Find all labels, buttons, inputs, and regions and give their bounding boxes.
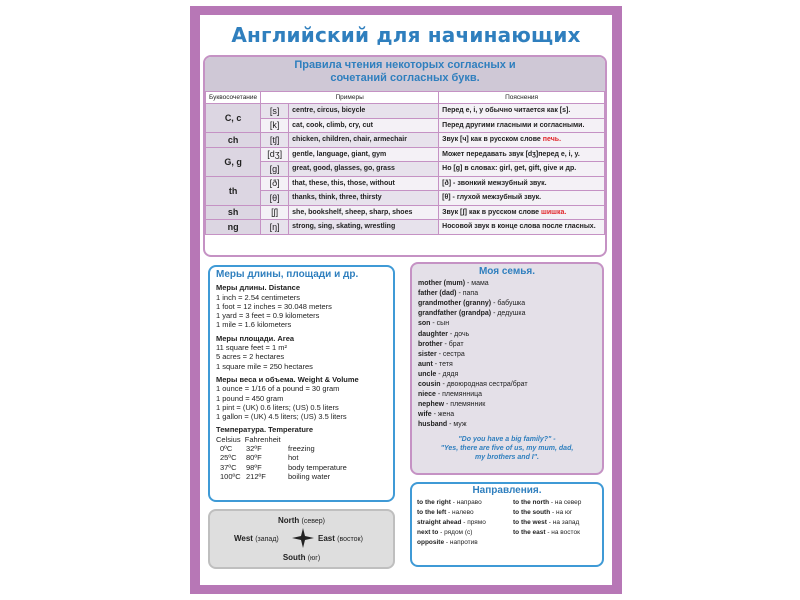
length-heading: Меры длины. Distance — [216, 283, 300, 293]
family-translation: - дядя — [436, 370, 459, 378]
sound-cell: [k] — [261, 118, 289, 133]
column-header-notes: Пояснения — [439, 92, 605, 104]
family-word: husband — [418, 421, 448, 429]
east-label: East — [318, 534, 335, 543]
direction-translation: - рядом (с) — [438, 529, 473, 536]
dialogue-line: "Yes, there are five of us, my mum, dad, — [440, 444, 574, 452]
note-highlight: шишка. — [541, 208, 567, 216]
directions-panel — [410, 482, 604, 567]
sound-cell: [θ] — [261, 191, 289, 206]
direction-translation: - прямо — [461, 519, 486, 526]
table-row — [206, 176, 605, 191]
family-panel — [410, 262, 604, 475]
weight-line: 1 ounce = 1/16 of a pound = 30 gram — [216, 384, 340, 394]
examples-cell: gentle, language, giant, gym — [289, 147, 439, 162]
direction-word: straight ahead — [417, 519, 462, 526]
table-row — [206, 118, 605, 133]
direction-translation: - на север — [549, 499, 582, 506]
celsius-value: 0ºC — [220, 444, 233, 454]
fahrenheit-value: 32ºF — [246, 444, 262, 454]
list-item — [513, 518, 603, 528]
table-row — [206, 205, 605, 220]
family-word: father (dad) — [418, 290, 457, 298]
examples-cell: chicken, children, chair, armechair — [289, 133, 439, 148]
list-item — [417, 528, 513, 538]
family-translation: - племянница — [435, 391, 483, 399]
family-dialogue — [418, 435, 596, 462]
measures-title: Меры длины, площади и др. — [216, 269, 359, 280]
south-translation: (юг) — [307, 555, 321, 562]
examples-cell: strong, sing, skating, wrestling — [289, 220, 439, 235]
family-word: grandmother (granny) — [418, 300, 492, 308]
list-item — [418, 299, 596, 309]
sound-cell: [ð] — [261, 176, 289, 191]
measures-panel — [208, 265, 395, 502]
list-item — [417, 538, 513, 548]
rules-table — [205, 91, 605, 235]
direction-translation: - на восток — [545, 529, 580, 536]
area-line: 5 acres = 2 hectares — [216, 352, 285, 362]
length-line: 1 yard = 3 feet = 0.9 kilometers — [216, 311, 320, 321]
table-row — [206, 133, 605, 148]
note-cell: Но [g] в словах: girl, get, gift, give и др. — [439, 162, 605, 177]
note-highlight: печь. — [542, 136, 562, 144]
family-title: Моя семья. — [478, 266, 536, 277]
sound-cell: [dʒ] — [261, 147, 289, 162]
list-item — [418, 390, 596, 400]
temperature-desc: boiling water — [288, 471, 331, 481]
family-word: grandfather (grandpa) — [418, 310, 492, 318]
note-cell: Может передавать звук [dʒ]перед e, i, y. — [439, 147, 605, 162]
family-translation: - дедушка — [491, 310, 526, 318]
family-word: aunt — [418, 360, 433, 368]
list-item — [418, 340, 596, 350]
family-translation: - двоюродная сестра/брат — [440, 381, 528, 389]
note-cell — [439, 205, 605, 220]
temperature-columns: Celsius Fahrenheit — [216, 434, 281, 444]
sound-cell: [ŋ] — [261, 220, 289, 235]
weight-line: 1 gallon = (UK) 4.5 liters; (US) 3.5 liters — [216, 412, 347, 422]
temperature-desc: body temperature — [288, 462, 347, 472]
length-line: 1 foot = 12 inches = 30.048 meters — [216, 301, 332, 311]
examples-cell: thanks, think, three, thirsty — [289, 191, 439, 206]
length-line: 1 mile = 1.6 kilometers — [216, 320, 292, 330]
family-list — [418, 279, 596, 430]
family-word: uncle — [418, 370, 437, 378]
temperature-heading: Температура. Temperature — [216, 425, 314, 435]
letter-cell: ng — [206, 220, 261, 235]
direction-translation: - направо — [450, 499, 482, 506]
rules-table-header — [206, 92, 605, 104]
celsius-value: 25ºC — [220, 453, 237, 463]
list-item — [418, 289, 596, 299]
note-cell: [θ] - глухой межзубный звук. — [439, 191, 605, 206]
list-item — [513, 508, 603, 518]
column-header-examples: Примеры — [261, 92, 439, 104]
celsius-value: 100ºC — [220, 471, 241, 481]
west-label: West — [234, 534, 253, 543]
note-cell: Перед другими гласными и согласными. — [439, 118, 605, 133]
reading-rules-panel — [203, 55, 607, 257]
family-translation: - папа — [456, 290, 479, 298]
direction-word: next to — [417, 529, 439, 536]
compass-west — [234, 534, 279, 543]
area-line: 1 square mile = 250 hectares — [216, 361, 313, 371]
note-text: Звук [ʃ] как в русском слове — [442, 208, 542, 216]
note-cell: Носовой звук в конце слова после гласных. — [439, 220, 605, 235]
direction-word: to the south — [513, 509, 551, 516]
list-item — [418, 400, 596, 410]
list-item — [418, 420, 596, 430]
compass-north — [210, 516, 393, 525]
list-item — [418, 309, 596, 319]
temperature-table — [220, 444, 387, 481]
list-item — [418, 330, 596, 340]
direction-word: opposite — [417, 539, 445, 546]
family-translation: - сестра — [436, 350, 465, 358]
direction-translation: - на запад — [546, 519, 580, 526]
direction-word: to the right — [417, 499, 451, 506]
family-word: brother — [418, 340, 443, 348]
temperature-desc: freezing — [288, 444, 315, 454]
list-item — [513, 498, 603, 508]
east-translation: (восток) — [337, 536, 363, 543]
family-word: daughter — [418, 330, 448, 338]
direction-word: to the east — [513, 529, 546, 536]
compass-panel — [208, 509, 395, 569]
area-heading: Меры площади. Area — [216, 333, 295, 343]
list-item — [418, 319, 596, 329]
celsius-value: 37ºC — [220, 462, 237, 472]
table-row — [206, 162, 605, 177]
family-word: cousin — [418, 381, 441, 389]
letter-cell: C, c — [206, 104, 261, 133]
north-label: North — [277, 516, 300, 525]
list-item — [418, 370, 596, 380]
letter-cell: sh — [206, 205, 261, 220]
examples-cell: great, good, glasses, go, grass — [289, 162, 439, 177]
family-translation: - племянник — [444, 401, 486, 409]
weight-line: 1 pound = 450 gram — [216, 393, 284, 403]
direction-word: to the left — [417, 509, 447, 516]
area-line: 11 square feet = 1 m² — [216, 343, 287, 353]
table-row — [206, 191, 605, 206]
note-cell: Перед e, i, y обычно читается как [s]. — [439, 104, 605, 119]
list-item — [417, 508, 513, 518]
note-cell — [439, 133, 605, 148]
list-item — [418, 380, 596, 390]
rules-table-body — [206, 104, 605, 235]
direction-translation: - на юг — [550, 509, 573, 516]
poster-frame — [190, 6, 622, 594]
west-translation: (запад) — [255, 536, 279, 543]
letter-cell: G, g — [206, 147, 261, 176]
direction-word: to the north — [513, 499, 550, 506]
table-row — [206, 220, 605, 235]
sound-cell: [ʃ] — [261, 205, 289, 220]
family-translation: - сын — [430, 320, 450, 328]
examples-cell: centre, circus, bicycle — [289, 104, 439, 119]
weight-heading: Меры веса и объема. Weight & Volume — [216, 374, 359, 384]
dialogue-line: "Do you have a big family?" - — [458, 435, 556, 443]
note-text: Звук [ч] как в русском слове — [442, 136, 543, 144]
family-translation: - муж — [447, 421, 467, 429]
family-word: mother (mum) — [418, 280, 466, 288]
length-line: 1 inch = 2.54 centimeters — [216, 292, 301, 302]
sound-cell: [g] — [261, 162, 289, 177]
compass-star-icon — [292, 528, 314, 548]
fahrenheit-value: 212ºF — [246, 471, 266, 481]
column-header-letters: Буквосочетание — [206, 92, 261, 104]
fahrenheit-value: 98ºF — [246, 462, 262, 472]
family-translation: - брат — [442, 340, 464, 348]
direction-word: to the west — [513, 519, 547, 526]
dialogue-line: my brothers and I". — [475, 453, 539, 461]
examples-cell: she, bookshelf, sheep, sharp, shoes — [289, 205, 439, 220]
family-word: son — [418, 320, 431, 328]
page-title: Английский для начинающих — [231, 23, 581, 47]
north-translation: (север) — [301, 518, 326, 525]
sound-cell: [tʃ] — [261, 133, 289, 148]
rules-heading — [205, 57, 605, 91]
family-translation: - жена — [431, 411, 455, 419]
family-translation: - тетя — [432, 360, 453, 368]
family-translation: - бабушка — [491, 300, 526, 308]
rules-heading-line-2: сочетаний согласных букв. — [330, 72, 480, 84]
family-word: nephew — [418, 401, 445, 409]
weight-line: 1 pint = (UK) 0.6 liters; (US) 0.5 liters — [216, 402, 339, 412]
family-word: sister — [418, 350, 437, 358]
family-word: niece — [418, 391, 436, 399]
list-item — [418, 360, 596, 370]
table-row — [206, 104, 605, 119]
list-item — [418, 350, 596, 360]
letter-cell: th — [206, 176, 261, 205]
family-translation: - мама — [465, 280, 489, 288]
rules-heading-line-1: Правила чтения некоторых согласных и — [294, 59, 516, 71]
south-label: South — [282, 553, 306, 562]
directions-title: Направления. — [472, 485, 542, 496]
list-item — [418, 279, 596, 289]
letter-cell: ch — [206, 133, 261, 148]
fahrenheit-value: 80ºF — [246, 453, 262, 463]
family-translation: - дочь — [447, 330, 470, 338]
list-item — [513, 528, 603, 538]
direction-translation: - налево — [446, 509, 474, 516]
list-item — [418, 410, 596, 420]
table-row — [206, 147, 605, 162]
list-item — [417, 518, 513, 528]
list-item — [417, 498, 513, 508]
directions-list — [417, 498, 597, 548]
examples-cell: cat, cook, climb, cry, cut — [289, 118, 439, 133]
compass-south — [210, 553, 393, 562]
examples-cell: that, these, this, those, without — [289, 176, 439, 191]
family-word: wife — [418, 411, 432, 419]
compass-east — [318, 534, 363, 543]
note-cell: [ð] - звонкий межзубный звук. — [439, 176, 605, 191]
temperature-desc: hot — [288, 453, 299, 463]
direction-translation: - напротив — [444, 539, 478, 546]
sound-cell: [s] — [261, 104, 289, 119]
poster-sheet — [200, 15, 612, 585]
